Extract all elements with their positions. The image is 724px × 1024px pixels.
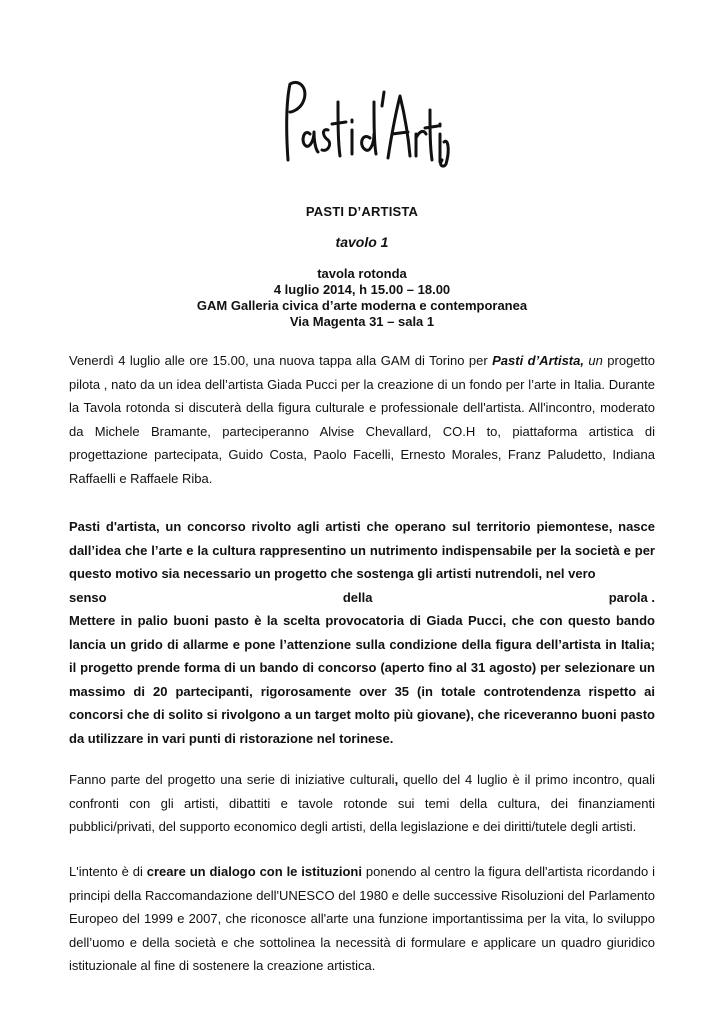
contest-text-1: Pasti d'artista, un concorso rivolto agli artisti che operano sul territorio piemontese, nasce dall’idea che l’arte e la cultura rappresentino un nutrimento indispensabile per la società e per questo motivo sia necessario un progetto che sostenga gli artisti nutrendoli, nel vero <box>69 519 655 581</box>
initiatives-text-b: quello del 4 luglio è il primo incontro, quali confronti con gli artisti, dibattiti e tavole rotonde sui temi della cultura, dei finanziamenti pubblici/privati, del supporto economico degli artisti, della legislazione e dei diritti/tutele degli artisti. <box>69 772 655 834</box>
intro-italic: un <box>583 353 603 368</box>
intent-text-a: L'intento è di <box>69 864 147 879</box>
paragraph-intro <box>69 349 655 490</box>
event-type: tavola rotonda <box>317 266 407 281</box>
event-info <box>0 266 724 330</box>
contest-text-2: Mettere in palio buoni pasto è la scelta provocatoria di Giada Pucci, che con questo bando lancia un grido di allarme e pone l’attenzione sulla condizione della figura dell’artista in Italia; il progetto prende forma di un bando di concorso (aperto fino al 31 agosto) per selezionare un massimo di 20 partecipanti, rigorosamente over 35 (in totale controtendenza rispetto ai concorsi che di solito si rivolgono a un target molto più giovane), che riceveranno buoni pasto da utilizzare in vari punti di ristorazione nel torinese. <box>69 613 655 746</box>
document-title: PASTI D’ARTISTA <box>305 204 419 219</box>
word-senso: senso <box>69 589 107 605</box>
word-parola: parola . <box>608 589 655 605</box>
paragraph-intent <box>69 860 655 978</box>
justified-line <box>69 586 655 610</box>
event-address: Via Magenta 31 – sala 1 <box>289 314 435 329</box>
initiatives-text-a: Fanno parte del progetto una serie di iniziative culturali <box>69 772 395 787</box>
word-della: della <box>342 589 373 605</box>
intro-rest: progetto pilota , nato da un idea dell’artista Giada Pucci per la creazione di un fondo per l’arte in Italia. Durante la Tavola rotonda si discuterà della figura culturale e professionale dell'artista. All'incontro, moderato da Michele Bramante, parteciperanno Alvise Chevallard, CO.H to, piattaforma artistica di progettazione partecipata, Guido Costa, Paolo Facelli, Ernesto Morales, Franz Paludetto, Indiana Raffaelli e Raffaele Riba. <box>69 353 655 486</box>
pasti-d-artista-logo <box>270 72 450 172</box>
intent-text-b: ponendo al centro la figura dell'artista ricordando i principi della Raccomandazione dell'UNESCO del 1980 e delle successive Risoluzioni del Parlamento Europeo del 1999 e 2007, che riconosce all'arte una funzione importantissima per la vita, lo sviluppo dell’uomo e della società e che sottolinea la necessità di formulare e applicare un quadro giuridico istituzionale al fine di sostenere la creazione artistica. <box>69 864 656 973</box>
intro-text: Venerdì 4 luglio alle ore 15.00, una nuova tappa alla GAM di Torino per <box>69 353 493 368</box>
paragraph-initiatives <box>69 768 655 839</box>
intent-bold: creare un dialogo con le istituzioni <box>146 864 362 879</box>
event-date: 4 luglio 2014, h 15.00 – 18.00 <box>273 282 451 297</box>
initiatives-comma: , <box>394 772 399 787</box>
event-venue: GAM Galleria civica d’arte moderna e contemporanea <box>196 298 528 313</box>
document-subtitle: tavolo 1 <box>335 234 389 250</box>
project-name: Pasti d’Artista, <box>492 353 584 368</box>
paragraph-contest <box>69 515 655 750</box>
